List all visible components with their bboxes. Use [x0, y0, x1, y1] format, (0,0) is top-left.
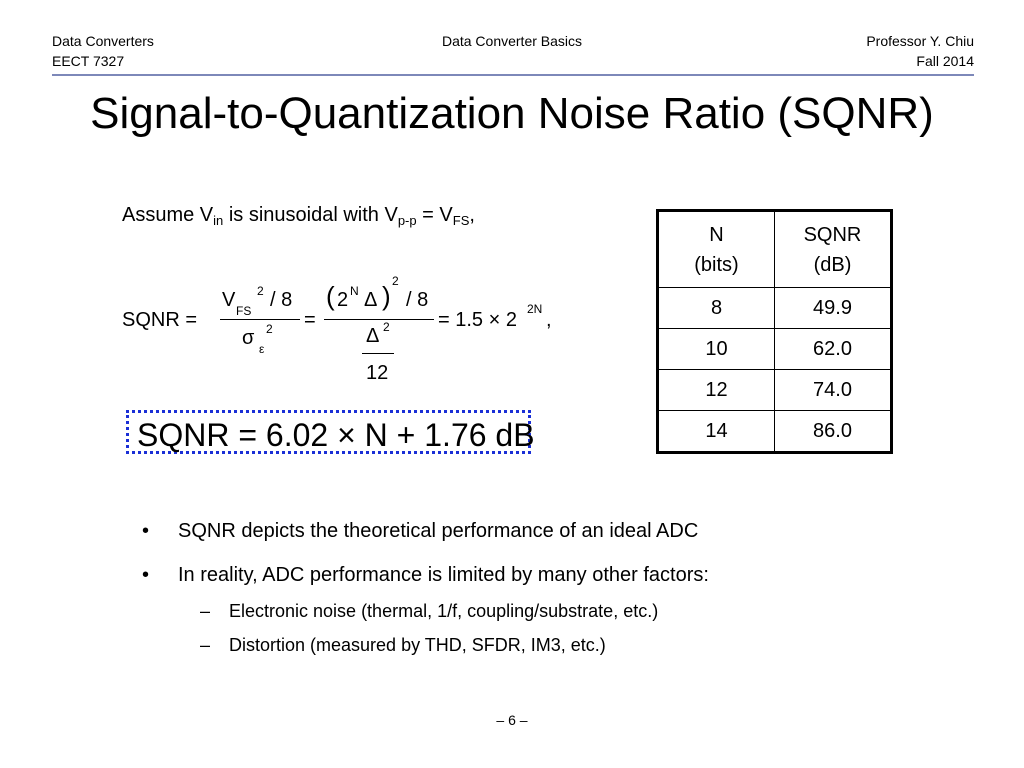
assume-text-3: = V — [416, 204, 453, 226]
cell-sqnr: 74.0 — [775, 370, 892, 411]
col-header-sqnr — [775, 211, 892, 288]
assume-sub-in: in — [213, 213, 224, 228]
cell-sqnr: 86.0 — [775, 411, 892, 453]
eq-lhs: SQNR = — [122, 309, 198, 331]
term: Fall 2014 — [916, 53, 974, 69]
cell-sqnr: 49.9 — [775, 288, 892, 329]
frac2-num-delta: Δ — [364, 289, 378, 311]
frac1-num-sup: 2 — [257, 284, 264, 298]
sqnr-formula-box: SQNR = 6.02 × N + 1.76 dB — [126, 410, 531, 454]
assume-text-4: , — [469, 204, 475, 226]
assume-sub-fs: FS — [452, 213, 470, 228]
frac2-num-sup: 2 — [392, 274, 399, 288]
assume-text-1: Assume V — [122, 204, 214, 226]
cell-n: 14 — [658, 411, 775, 453]
col-header-n-line1: N — [709, 223, 724, 246]
bullet-marker: • — [142, 520, 150, 542]
frac2-den-sup: 2 — [383, 320, 390, 334]
frac2-den-delta: Δ — [366, 325, 380, 347]
col-header-sqnr-line1: SQNR — [803, 223, 862, 246]
slide-title: Signal-to-Quantization Noise Ratio (SQNR) — [90, 89, 934, 138]
frac1-den-sigma: σ — [242, 327, 255, 349]
assume-text-2: is sinusoidal with V — [223, 204, 398, 226]
table-row — [658, 411, 892, 453]
bullet-item: In reality, ADC performance is limited by many other factors: — [178, 564, 709, 586]
col-header-n — [658, 211, 775, 288]
assume-sub-pp: p-p — [397, 213, 417, 228]
header-divider — [52, 74, 974, 76]
sub-bullet-item: Distortion (measured by THD, SFDR, IM3, etc.) — [229, 635, 606, 655]
sub-bullet-item: Electronic noise (thermal, 1/f, coupling/substrate, etc.) — [229, 601, 659, 621]
page-number: – 6 – — [496, 712, 528, 728]
course-code: EECT 7327 — [52, 53, 125, 69]
col-header-n-line2: (bits) — [694, 253, 739, 276]
cell-n: 8 — [658, 288, 775, 329]
frac1-num-sub: FS — [236, 304, 252, 318]
col-header-sqnr-line2: (dB) — [813, 253, 852, 276]
bullet-item: SQNR depicts the theoretical performance of an ideal ADC — [178, 520, 699, 542]
frac2-den-den: 12 — [366, 362, 389, 384]
frac2-paren-close: ) — [382, 281, 391, 311]
frac2-bar — [324, 319, 434, 320]
frac2-den-bar — [362, 353, 394, 354]
cell-sqnr: 62.0 — [775, 329, 892, 370]
section-title: Data Converter Basics — [441, 33, 583, 49]
cell-n: 10 — [658, 329, 775, 370]
sub-bullet-marker: – — [200, 635, 211, 655]
frac2-num-exp: N — [350, 284, 359, 298]
table-row — [658, 329, 892, 370]
frac1-num-v: V — [222, 289, 236, 311]
eq-rhs-comma: , — [546, 309, 552, 331]
eq-rhs-exp: 2N — [527, 302, 543, 316]
eq-equals-2: = — [304, 309, 316, 331]
frac1-bar — [220, 319, 300, 320]
frac2-num-rest: / 8 — [406, 289, 429, 311]
instructor-name: Professor Y. Chiu — [866, 33, 974, 49]
sub-bullet-marker: – — [200, 601, 211, 621]
frac1-den-sub: ε — [259, 342, 265, 356]
eq-rhs: = 1.5 × 2 — [438, 309, 517, 331]
table-row — [658, 370, 892, 411]
frac1-den-sup: 2 — [266, 322, 273, 336]
assumption-text — [122, 204, 475, 228]
course-name: Data Converters — [52, 33, 154, 49]
frac1-num-rest: / 8 — [270, 289, 293, 311]
frac2-num-base: 2 — [337, 289, 349, 311]
sqnr-table — [656, 209, 893, 454]
table-row — [658, 288, 892, 329]
bullet-marker: • — [142, 564, 150, 586]
frac2-paren-open: ( — [326, 281, 335, 311]
cell-n: 12 — [658, 370, 775, 411]
